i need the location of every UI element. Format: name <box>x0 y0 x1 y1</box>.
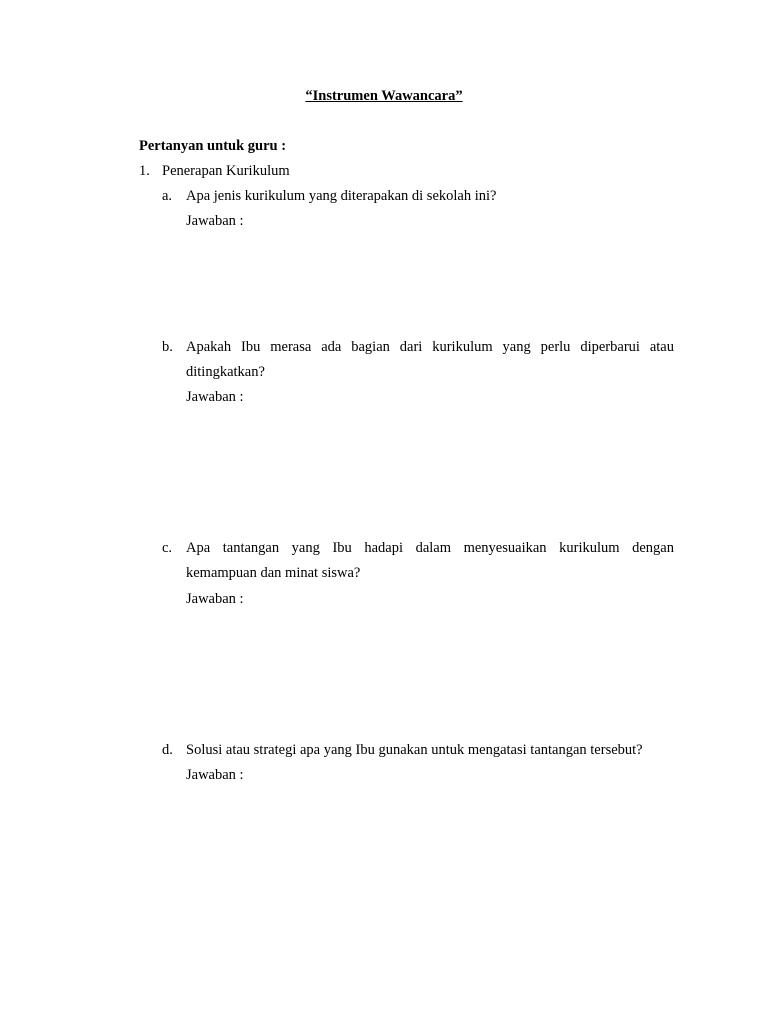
question-c-answer-label: Jawaban : <box>186 591 244 607</box>
item-number: 1. <box>139 163 150 179</box>
section-heading: Pertanyan untuk guru : <box>139 138 287 154</box>
question-d-answer-label: Jawaban : <box>186 767 244 783</box>
question-b-text-line1: Apakah Ibu merasa ada bagian dari kurikulum yang perlu diperbarui atau <box>186 339 674 355</box>
question-b-text-line2: ditingkatkan? <box>186 364 265 380</box>
question-c-text-line2: kemampuan dan minat siswa? <box>186 565 361 581</box>
item-label: Penerapan Kurikulum <box>162 163 290 179</box>
question-letter-a: a. <box>162 188 173 204</box>
question-a-text: Apa jenis kurikulum yang diterapakan di sekolah ini? <box>186 188 497 204</box>
question-letter-c: c. <box>162 540 173 556</box>
question-d-text: Solusi atau strategi apa yang Ibu gunakan untuk mengatasi tantangan tersebut? <box>186 742 643 758</box>
question-b-answer-label: Jawaban : <box>186 389 244 405</box>
question-letter-d: d. <box>162 742 173 758</box>
question-c-text-line1: Apa tantangan yang Ibu hadapi dalam menyesuaikan kurikulum dengan <box>186 540 674 556</box>
question-letter-b: b. <box>162 339 173 355</box>
document-title: “Instrumen Wawancara” <box>305 88 463 104</box>
question-a-answer-label: Jawaban : <box>186 213 244 229</box>
